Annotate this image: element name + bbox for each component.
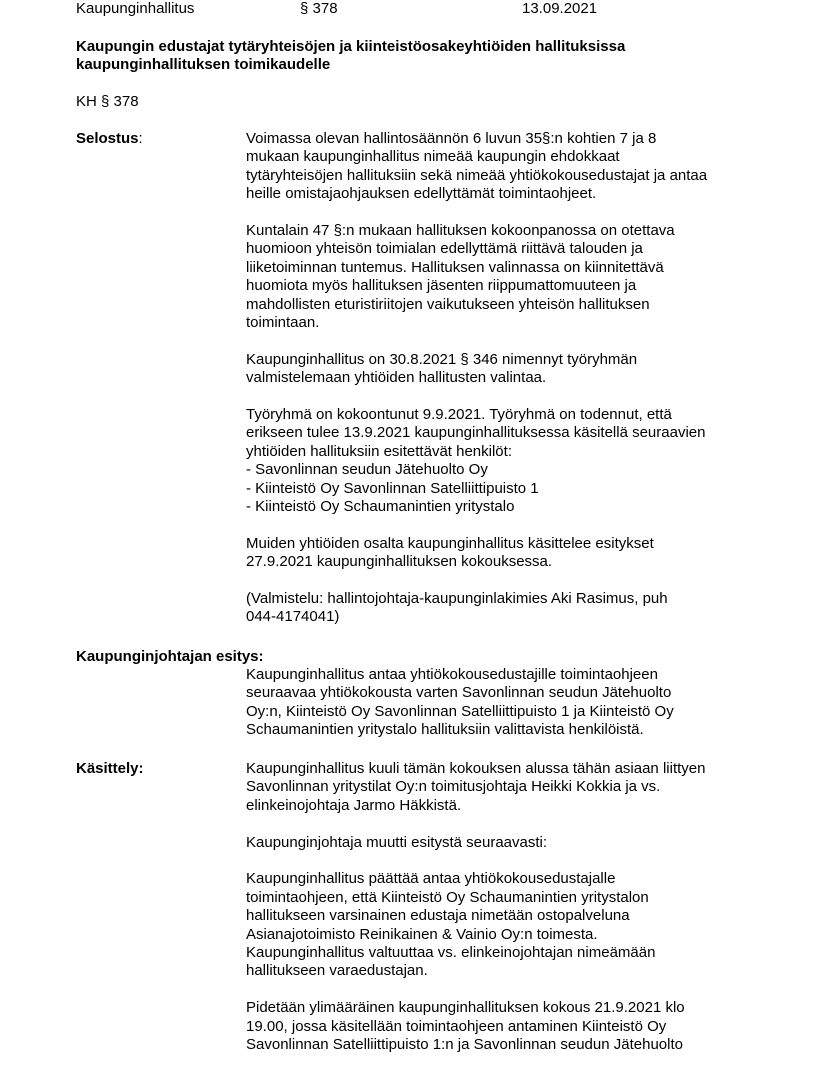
section-reference: KH § 378 xyxy=(76,93,139,110)
body-line: Pidetään ylimääräinen kaupunginhallituksen kokous 21.9.2021 klo xyxy=(246,999,685,1017)
body-line: - Kiinteistö Oy Schaumanintien yritystalo xyxy=(246,498,515,516)
body-line: huomiota myös hallituksen jäsenten riippumattomuuteen ja xyxy=(246,277,637,295)
body-line: Kuntalain 47 §:n mukaan hallituksen kokoonpanossa on otettava xyxy=(246,222,675,240)
body-line: Kaupunginjohtaja muutti esitystä seuraavasti: xyxy=(246,833,548,851)
selostus-body xyxy=(246,130,746,645)
document-title xyxy=(76,38,756,74)
header-date: 13.09.2021 xyxy=(522,0,598,17)
body-paragraph xyxy=(246,222,746,332)
body-line: mukaan kaupunginhallitus nimeää kaupungin ehdokkaat xyxy=(246,148,620,166)
body-paragraph xyxy=(246,406,746,516)
body-line: hallitukseen varsinainen edustaja nimetään ostopalveluna xyxy=(246,907,630,925)
esitys-body xyxy=(246,666,746,758)
body-paragraph xyxy=(246,535,746,572)
body-paragraph xyxy=(246,870,746,980)
body-line: huomioon yhteisön toimialan edellyttämä riittävä talouden ja xyxy=(246,240,643,258)
header-section: § 378 xyxy=(300,0,338,17)
body-line: Kaupunginhallitus kuuli tämän kokouksen alussa tähän asiaan liittyen xyxy=(246,760,706,777)
body-line: Asianajotoimisto Reinikainen & Vainio Oy:n toimesta. xyxy=(246,925,598,943)
esitys-label-text: Kaupunginjohtajan esitys: xyxy=(76,648,264,665)
kasittely-label-text: Käsittely: xyxy=(76,760,144,777)
selostus-label xyxy=(76,130,143,148)
body-line: heille omistajaohjauksen edellyttämät toimintaohjeet. xyxy=(246,185,597,203)
header-organ: Kaupunginhallitus xyxy=(76,0,195,17)
body-line: valmistelemaan yhtiöiden hallitusten valintaa. xyxy=(246,369,547,387)
body-line: tytäryhteisöjen hallituksiin sekä nimeää yhtiökokousedustajat ja antaa xyxy=(246,166,708,184)
title-line: Kaupungin edustajat tytäryhteisöjen ja kiinteistöosakeyhtiöiden hallituksissa xyxy=(76,38,626,55)
selostus-label-colon: : xyxy=(138,130,143,147)
body-line: Oy:n, Kiinteistö Oy Savonlinnan Satelliittipuisto 1 ja Kiinteistö Oy xyxy=(246,702,674,720)
body-paragraph xyxy=(246,760,746,815)
body-line: elinkeinojohtaja Jarmo Häkkistä. xyxy=(246,796,462,814)
body-paragraph xyxy=(246,999,746,1054)
body-line: 27.9.2021 kaupunginhallituksen kokouksessa. xyxy=(246,553,553,571)
kasittely-label xyxy=(76,760,144,778)
body-line: toimintaan. xyxy=(246,314,320,332)
body-paragraph xyxy=(246,590,746,627)
body-paragraph xyxy=(246,130,746,204)
body-line: seuraavaa yhtiökokousta varten Savonlinnan seudun Jätehuolto xyxy=(246,684,672,702)
body-line: Työryhmä on kokoontunut 9.9.2021. Työryhmä on todennut, että xyxy=(246,406,672,424)
body-line: (Valmistelu: hallintojohtaja-kaupunginlakimies Aki Rasimus, puh xyxy=(246,590,668,608)
body-paragraph xyxy=(246,834,746,852)
body-line: yhtiöiden hallituksiin esitettävät henkilöt: xyxy=(246,442,512,460)
body-paragraph xyxy=(246,666,746,740)
body-line: Voimassa olevan hallintosäännön 6 luvun 35§:n kohtien 7 ja 8 xyxy=(246,130,657,147)
body-line: toimintaohjeen, että Kiinteistö Oy Schaumanintien yritystalon xyxy=(246,888,649,906)
kasittely-body xyxy=(246,760,746,1073)
title-line: kaupunginhallituksen toimikaudelle xyxy=(76,56,331,73)
body-line: Kaupunginhallitus on 30.8.2021 § 346 nimennyt työryhmän xyxy=(246,350,638,368)
body-line: erikseen tulee 13.9.2021 kaupunginhallituksessa käsitellä seuraavien xyxy=(246,424,706,442)
body-line: liiketoiminnan tuntemus. Hallituksen valinnassa on kiinnitettävä xyxy=(246,258,664,276)
body-line: Savonlinnan Satelliittipuisto 1:n ja Savonlinnan seudun Jätehuolto xyxy=(246,1036,683,1054)
body-line: 044-4174041) xyxy=(246,608,340,626)
body-line: Savonlinnan yritystilat Oy:n toimitusjohtaja Heikki Kokkia ja vs. xyxy=(246,778,661,796)
body-line: 19.00, jossa käsitellään toimintaohjeen antaminen Kiinteistö Oy xyxy=(246,1017,667,1035)
body-line: Kaupunginhallitus antaa yhtiökokousedustajille toimintaohjeen xyxy=(246,666,658,683)
body-line: - Kiinteistö Oy Savonlinnan Satelliittipuisto 1 xyxy=(246,479,539,497)
body-line: Schaumanintien yritystalo hallituksiin valittavista henkilöistä. xyxy=(246,721,644,739)
body-line: - Savonlinnan seudun Jätehuolto Oy xyxy=(246,461,488,479)
selostus-label-text: Selostus xyxy=(76,130,139,147)
body-line: Muiden yhtiöiden osalta kaupunginhallitus käsittelee esitykset xyxy=(246,534,654,552)
body-line: mahdollisten eturistiriitojen vaikutukseen yhteisön hallituksen xyxy=(246,295,650,313)
body-line: Kaupunginhallitus päättää antaa yhtiökokousedustajalle xyxy=(246,870,616,888)
body-line: Kaupunginhallitus valtuuttaa vs. elinkeinojohtajan nimeämään xyxy=(246,944,656,962)
body-paragraph xyxy=(246,351,746,388)
esitys-label xyxy=(76,648,264,666)
body-line: hallitukseen varaedustajan. xyxy=(246,962,428,980)
